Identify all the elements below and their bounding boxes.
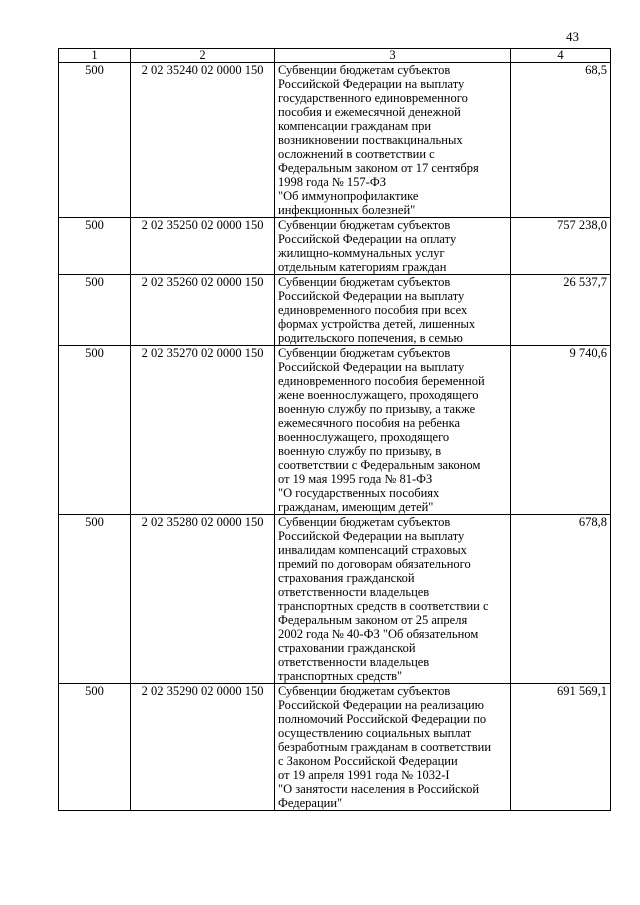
amount-cell: 26 537,7: [511, 275, 611, 346]
budget-code-cell: 2 02 35270 02 0000 150: [131, 346, 275, 515]
budget-code-cell: 2 02 35260 02 0000 150: [131, 275, 275, 346]
description-cell: Субвенции бюджетам субъектов Российской Федерации на оплату жилищно-коммунальных услуг отдельным категориям граждан: [275, 218, 511, 275]
table-row: [59, 63, 611, 218]
column-header-3: 3: [275, 49, 511, 63]
table-row: [59, 218, 611, 275]
amount-cell: 691 569,1: [511, 684, 611, 811]
table-row: [59, 346, 611, 515]
table-row: [59, 684, 611, 811]
budget-code-cell: 2 02 35240 02 0000 150: [131, 63, 275, 218]
budget-code-cell: 2 02 35250 02 0000 150: [131, 218, 275, 275]
admin-code-cell: 500: [59, 515, 131, 684]
admin-code-cell: 500: [59, 218, 131, 275]
admin-code-cell: 500: [59, 63, 131, 218]
admin-code-cell: 500: [59, 275, 131, 346]
page-number: 43: [566, 29, 579, 44]
description-cell: Субвенции бюджетам субъектов Российской Федерации на выплату инвалидам компенсаций страховых премий по договорам обязательного страхования гражданской ответственности владельцев транспортных средств в соответствии с Федеральным законом от 25 апреля 2002 года № 40-ФЗ "Об обязательном страховании гражданской ответственности владельцев транспортных средств": [275, 515, 511, 684]
description-cell: Субвенции бюджетам субъектов Российской Федерации на выплату государственного единовременного пособия и ежемесячной денежной компенсации гражданам при возникновении поствакцинальных осложнений в соответствии с Федеральным законом от 17 сентября 1998 года № 157-ФЗ "Об иммунопрофилактике инфекционных болезней": [275, 63, 511, 218]
description-cell: Субвенции бюджетам субъектов Российской Федерации на выплату единовременного пособия беременной жене военнослужащего, проходящего военную службу по призыву, а также ежемесячного пособия на ребенка военнослужащего, проходящего военную службу по призыву, в соответствии с Федеральным законом от 19 мая 1995 года № 81-ФЗ "О государственных пособиях гражданам, имеющим детей": [275, 346, 511, 515]
budget-revenue-table: [58, 48, 611, 811]
budget-code-cell: 2 02 35280 02 0000 150: [131, 515, 275, 684]
description-cell: Субвенции бюджетам субъектов Российской Федерации на выплату единовременного пособия при всех формах устройства детей, лишенных родительского попечения, в семью: [275, 275, 511, 346]
amount-cell: 757 238,0: [511, 218, 611, 275]
column-header-4: 4: [511, 49, 611, 63]
amount-cell: 68,5: [511, 63, 611, 218]
admin-code-cell: 500: [59, 346, 131, 515]
table-row: [59, 275, 611, 346]
amount-cell: 678,8: [511, 515, 611, 684]
table-header-row: [59, 49, 611, 63]
admin-code-cell: 500: [59, 684, 131, 811]
column-header-2: 2: [131, 49, 275, 63]
budget-code-cell: 2 02 35290 02 0000 150: [131, 684, 275, 811]
description-cell: Субвенции бюджетам субъектов Российской Федерации на реализацию полномочий Российской Федерации по осуществлению социальных выплат безработным гражданам в соответствии с Законом Российской Федерации от 19 апреля 1991 года № 1032-I "О занятости населения в Российской Федерации": [275, 684, 511, 811]
table-row: [59, 515, 611, 684]
column-header-1: 1: [59, 49, 131, 63]
amount-cell: 9 740,6: [511, 346, 611, 515]
